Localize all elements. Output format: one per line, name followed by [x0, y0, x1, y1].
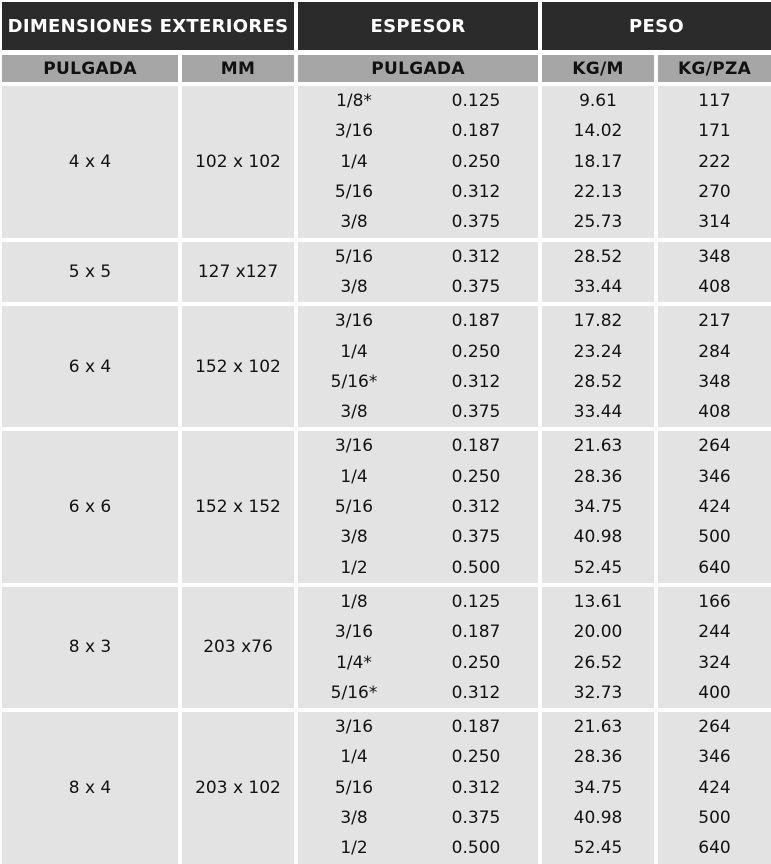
- kg-m: 28.52: [573, 371, 623, 392]
- kg-pza: 500: [698, 808, 731, 829]
- kg-m: 22.13: [573, 182, 623, 203]
- kg-pza: 264: [698, 717, 731, 738]
- kg-m: 21.63: [573, 717, 623, 738]
- kg-m: 52.45: [573, 557, 623, 578]
- espesor-decimal: 0.250: [451, 747, 501, 768]
- espesor-decimal: 0.187: [451, 717, 501, 738]
- espesor-fraccion: 3/16: [334, 622, 374, 643]
- espesor-decimal: 0.375: [451, 527, 501, 548]
- kg-m: 9.61: [579, 91, 617, 112]
- header-espesor: ESPESOR: [298, 2, 538, 50]
- kg-m: 32.73: [573, 682, 623, 703]
- kg-pza: 400: [698, 682, 731, 703]
- espesor-fraccion: 3/8: [340, 276, 368, 297]
- kg-pza: 500: [698, 527, 731, 548]
- espesor-fraccion: 5/16: [334, 777, 374, 798]
- espesor-fraccion: 1/2: [340, 557, 368, 578]
- kg-pza: 640: [698, 557, 731, 578]
- espesor-fraccion: 3/16: [334, 436, 374, 457]
- espesor-fraccion: 1/4: [340, 747, 368, 768]
- kg-pza: 640: [698, 838, 731, 859]
- espesor-decimal: 0.187: [451, 311, 501, 332]
- kg-m: 28.36: [573, 466, 623, 487]
- kg-pza: 117: [698, 91, 731, 112]
- header-dimensiones-exteriores: DIMENSIONES EXTERIORES: [2, 2, 294, 50]
- espesor-decimal: 0.312: [451, 246, 501, 267]
- kg-m: 40.98: [573, 808, 623, 829]
- espesor-decimal: 0.250: [451, 466, 501, 487]
- espesor-fraccion: 5/16*: [330, 682, 378, 703]
- espesor-fraccion: 1/2: [340, 838, 368, 859]
- subheader-kg-pza: KG/PZA: [658, 55, 771, 82]
- kg-pza: 270: [698, 182, 731, 203]
- kg-pza: 346: [698, 747, 731, 768]
- espesor-fraccion: 5/16: [334, 182, 374, 203]
- kg-m: 18.17: [573, 151, 623, 172]
- dimension-mm: 152 x 102: [195, 356, 281, 377]
- espesor-fraccion: 5/16: [334, 497, 374, 518]
- espesor-fraccion: 3/8: [340, 808, 368, 829]
- kg-pza: 244: [698, 622, 731, 643]
- espesor-fraccion: 1/4*: [336, 652, 372, 673]
- espesor-fraccion: 1/8*: [336, 91, 372, 112]
- espesor-fraccion: 3/16: [334, 121, 374, 142]
- subheader-mm: MM: [182, 55, 294, 82]
- kg-pza: 348: [698, 371, 731, 392]
- espesor-decimal: 0.312: [451, 777, 501, 798]
- kg-pza: 171: [698, 121, 731, 142]
- espesor-decimal: 0.250: [451, 151, 501, 172]
- kg-m: 28.36: [573, 747, 623, 768]
- dimension-mm: 102 x 102: [195, 151, 281, 172]
- espesor-fraccion: 1/4: [340, 341, 368, 362]
- subheader-espesor-pulgada: PULGADA: [298, 55, 538, 82]
- espesor-fraccion: 5/16*: [330, 371, 378, 392]
- header-peso: PESO: [542, 2, 771, 50]
- kg-m: 33.44: [573, 276, 623, 297]
- espesor-decimal: 0.500: [451, 838, 501, 859]
- kg-pza: 346: [698, 466, 731, 487]
- dimension-pulgada: 8 x 4: [68, 777, 112, 798]
- espesor-fraccion: 3/8: [340, 527, 368, 548]
- dimension-mm: 127 x127: [197, 261, 279, 282]
- espesor-decimal: 0.312: [451, 182, 501, 203]
- espesor-decimal: 0.187: [451, 622, 501, 643]
- dimension-pulgada: 8 x 3: [68, 637, 112, 658]
- espesor-fraccion: 1/4: [340, 151, 368, 172]
- kg-m: 26.52: [573, 652, 623, 673]
- kg-m: 25.73: [573, 212, 623, 233]
- kg-pza: 217: [698, 311, 731, 332]
- espesor-decimal: 0.375: [451, 808, 501, 829]
- kg-m: 20.00: [573, 622, 623, 643]
- espesor-fraccion: 1/8: [340, 591, 368, 612]
- espesor-decimal: 0.312: [451, 682, 501, 703]
- subheader-kg-m: KG/M: [542, 55, 654, 82]
- kg-pza: 424: [698, 497, 731, 518]
- kg-m: 34.75: [573, 497, 623, 518]
- kg-pza: 314: [698, 212, 731, 233]
- espesor-decimal: 0.375: [451, 402, 501, 423]
- dimension-pulgada: 6 x 4: [68, 356, 112, 377]
- espesor-decimal: 0.312: [451, 371, 501, 392]
- kg-pza: 408: [698, 276, 731, 297]
- dimension-pulgada: 5 x 5: [68, 261, 112, 282]
- espesor-fraccion: 3/8: [340, 402, 368, 423]
- kg-m: 34.75: [573, 777, 623, 798]
- kg-m: 52.45: [573, 838, 623, 859]
- subheader-pulgada: PULGADA: [2, 55, 178, 82]
- kg-m: 28.52: [573, 246, 623, 267]
- kg-pza: 166: [698, 591, 731, 612]
- kg-m: 14.02: [573, 121, 623, 142]
- dimension-mm: 203 x76: [203, 637, 273, 658]
- espesor-fraccion: 5/16: [334, 246, 374, 267]
- espesor-decimal: 0.125: [451, 91, 501, 112]
- espesor-fraccion: 1/4: [340, 466, 368, 487]
- kg-pza: 324: [698, 652, 731, 673]
- espesor-decimal: 0.312: [451, 497, 501, 518]
- kg-pza: 348: [698, 246, 731, 267]
- espesor-fraccion: 3/16: [334, 717, 374, 738]
- espesor-fraccion: 3/8: [340, 212, 368, 233]
- kg-m: 23.24: [573, 341, 623, 362]
- kg-m: 13.61: [573, 591, 623, 612]
- kg-m: 33.44: [573, 402, 623, 423]
- kg-m: 17.82: [573, 311, 623, 332]
- kg-m: 40.98: [573, 527, 623, 548]
- dimension-pulgada: 6 x 6: [68, 497, 112, 518]
- kg-pza: 222: [698, 151, 731, 172]
- espesor-decimal: 0.187: [451, 436, 501, 457]
- espesor-decimal: 0.250: [451, 341, 501, 362]
- espesor-decimal: 0.250: [451, 652, 501, 673]
- espesor-decimal: 0.375: [451, 276, 501, 297]
- kg-pza: 284: [698, 341, 731, 362]
- espesor-decimal: 0.187: [451, 121, 501, 142]
- espesor-decimal: 0.500: [451, 557, 501, 578]
- dimension-pulgada: 4 x 4: [68, 151, 112, 172]
- espesor-decimal: 0.125: [451, 591, 501, 612]
- dimension-mm: 203 x 102: [195, 777, 281, 798]
- kg-pza: 424: [698, 777, 731, 798]
- dimension-mm: 152 x 152: [195, 497, 281, 518]
- kg-m: 21.63: [573, 436, 623, 457]
- kg-pza: 408: [698, 402, 731, 423]
- espesor-fraccion: 3/16: [334, 311, 374, 332]
- espesor-decimal: 0.375: [451, 212, 501, 233]
- kg-pza: 264: [698, 436, 731, 457]
